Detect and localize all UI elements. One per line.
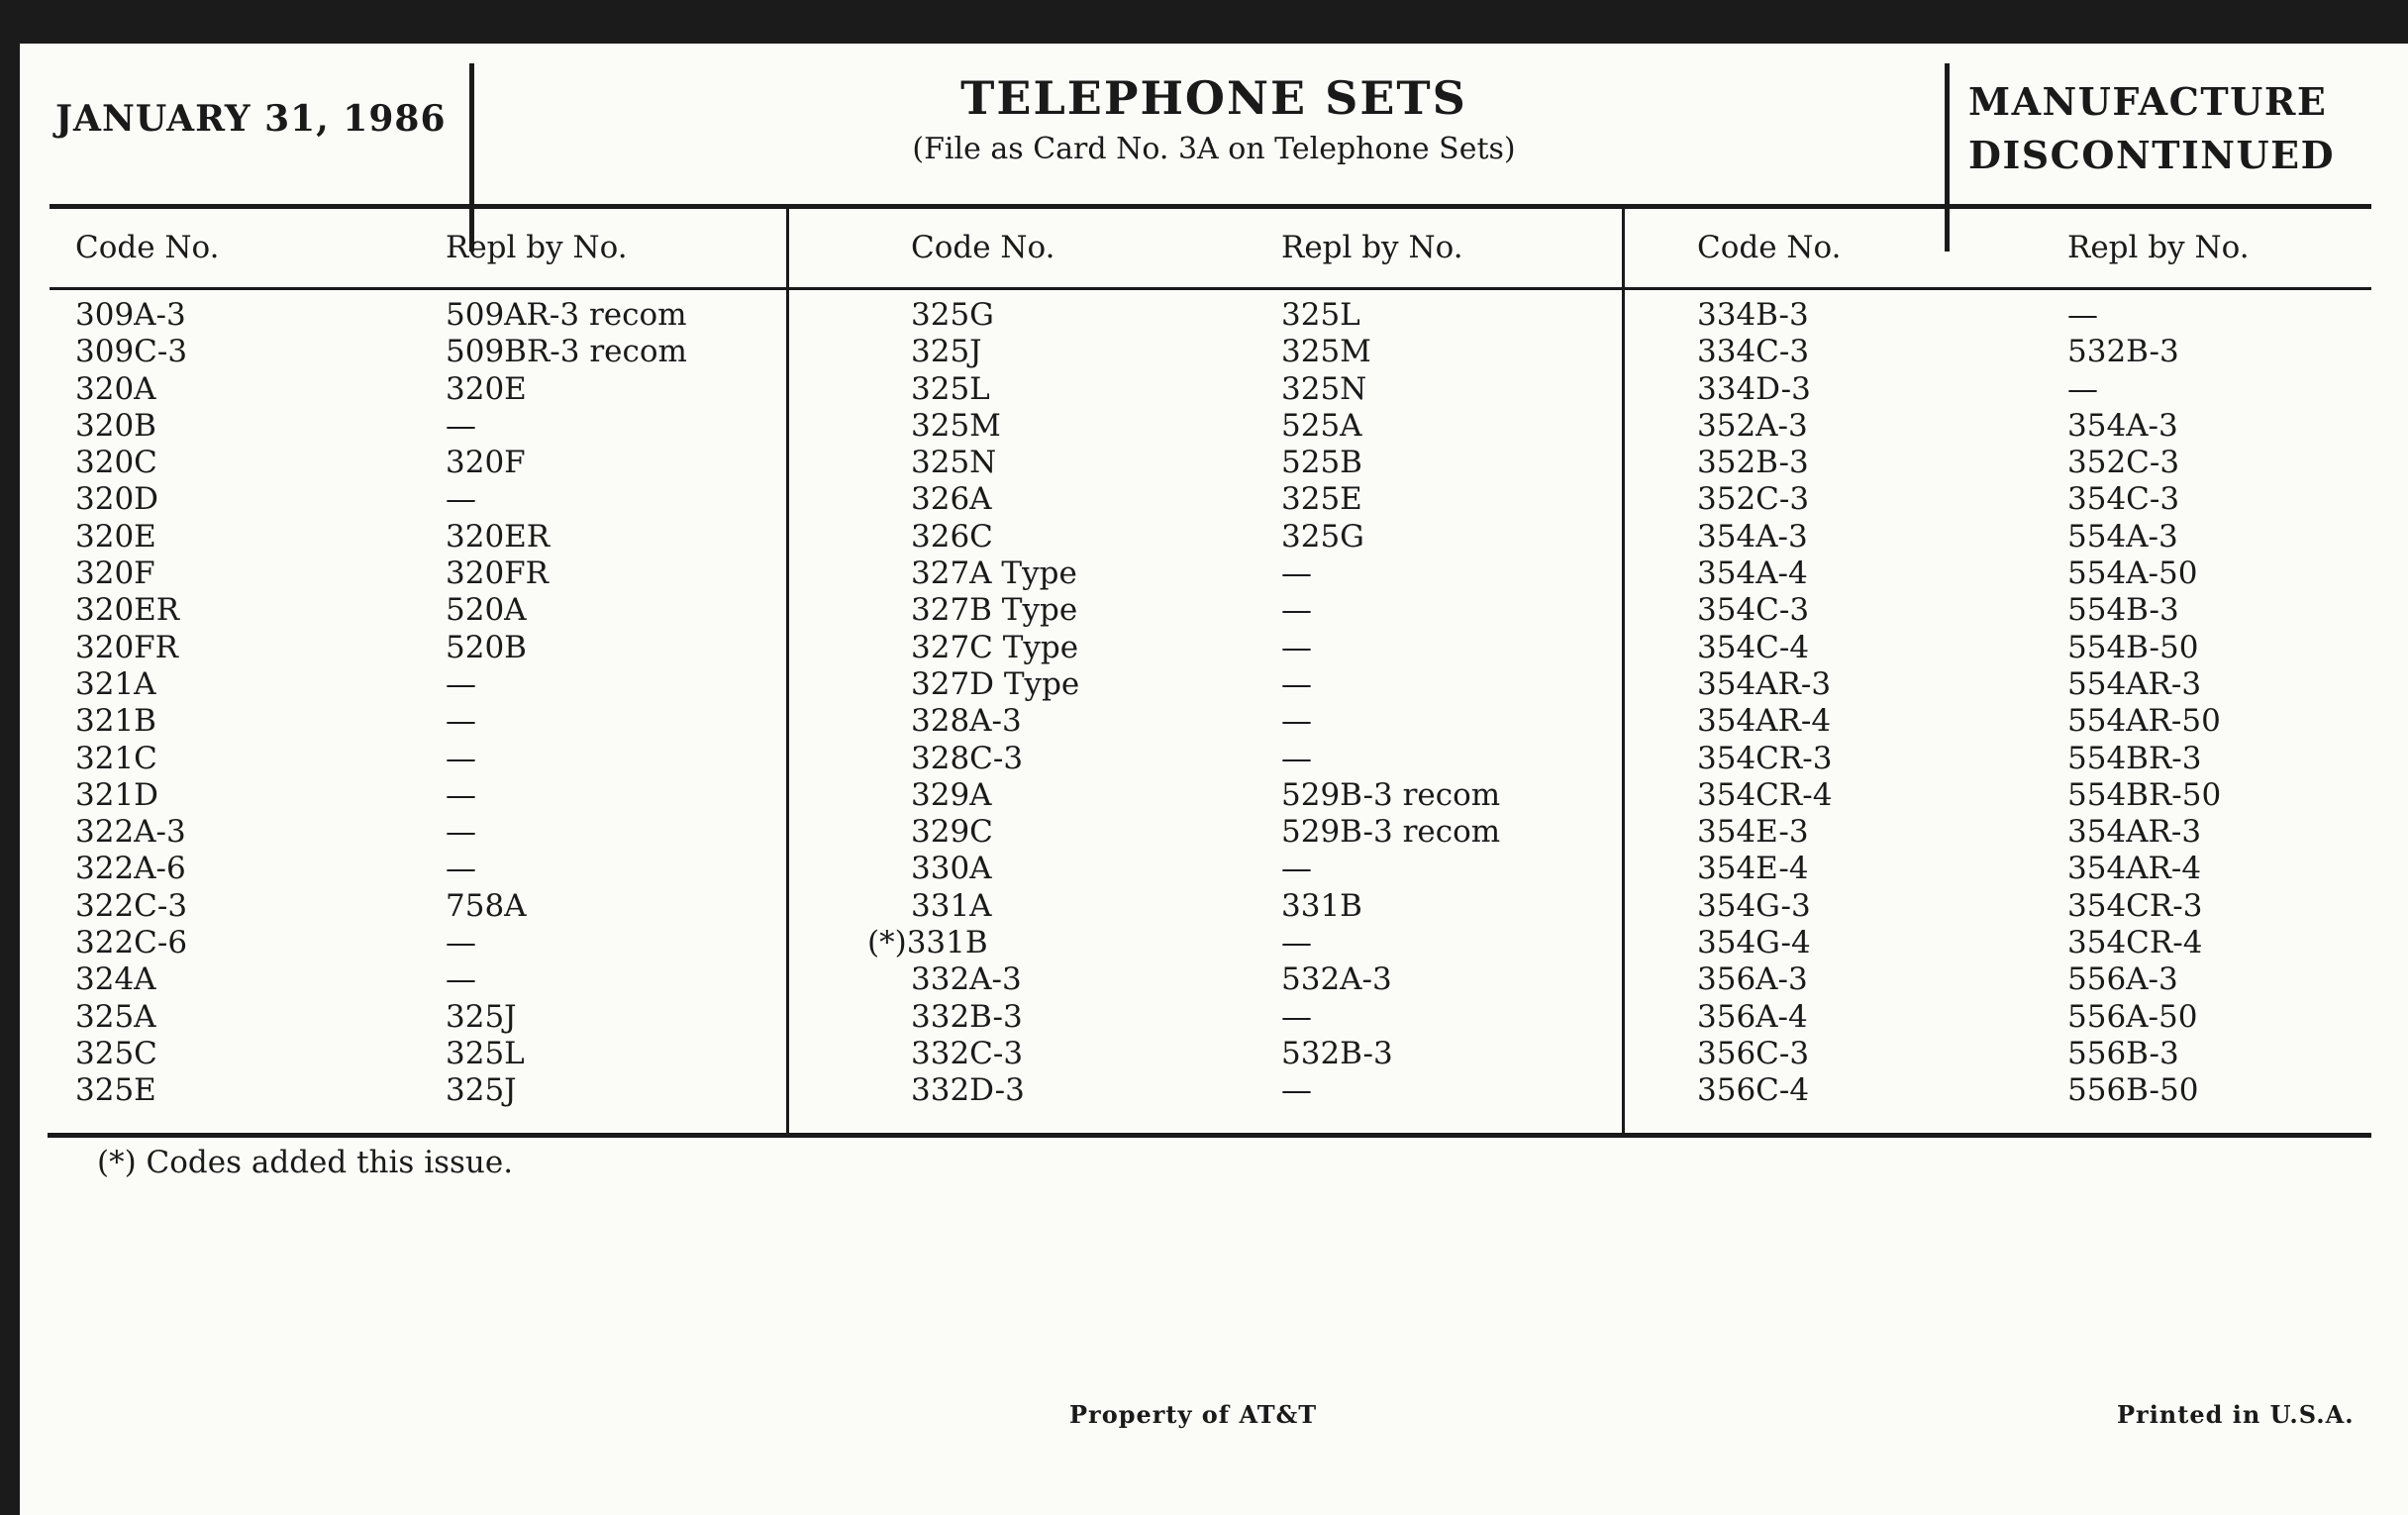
repl-cell: — [446, 925, 476, 961]
repl-cell: 354CR-3 [2067, 887, 2203, 924]
code-cell: 352C-3 [1697, 481, 1810, 518]
code-cell: 354C-4 [1697, 629, 1810, 665]
repl-header-3: Repl by No. [2067, 230, 2250, 265]
code-cell: 329C [911, 814, 993, 851]
repl-cell: — [446, 851, 476, 887]
code-cell: 354A-4 [1697, 556, 1808, 592]
repl-cell: — [446, 665, 476, 702]
code-cell: 329A [911, 776, 992, 813]
repl-cell: 532B-3 [1281, 1035, 1393, 1071]
code-cell: 354A-3 [1697, 518, 1808, 555]
code-cell: 352B-3 [1697, 445, 1809, 481]
repl-cell: 554AR-50 [2067, 703, 2221, 740]
column-header-rule [50, 287, 2371, 290]
code-cell: 352A-3 [1697, 407, 1808, 444]
repl-cell: 520A [446, 592, 527, 629]
code-header-3: Code No. [1697, 230, 1842, 265]
group2-repl-column [1281, 297, 1500, 1110]
code-cell: 354CR-4 [1697, 776, 1833, 813]
code-cell: 328C-3 [911, 740, 1024, 776]
code-cell: 354E-3 [1697, 814, 1809, 851]
repl-cell: 529B-3 recom [1281, 776, 1501, 813]
code-cell: 334D-3 [1697, 370, 1811, 407]
code-cell: 356A-4 [1697, 998, 1808, 1035]
repl-cell: 525A [1281, 407, 1362, 444]
footnote: (*) Codes added this issue. [97, 1145, 514, 1180]
repl-cell: 532B-3 [2067, 334, 2179, 370]
repl-cell: 325N [1281, 370, 1367, 407]
code-cell: 332B-3 [911, 998, 1023, 1035]
status-line-2: DISCONTINUED [1968, 133, 2336, 177]
table-divider-1 [786, 207, 789, 1135]
repl-cell: 325J [446, 998, 517, 1035]
repl-cell: 556B-50 [2067, 1072, 2199, 1109]
code-header-1: Code No. [75, 230, 220, 265]
repl-cell: 509AR-3 recom [446, 297, 687, 333]
group3-code-column [1697, 297, 1832, 1110]
repl-cell: 554A-3 [2067, 518, 2178, 555]
repl-cell: 556A-50 [2067, 998, 2198, 1035]
code-cell: 320ER [75, 592, 180, 629]
code-cell: 354CR-3 [1697, 740, 1833, 776]
repl-cell: — [446, 481, 476, 518]
header-rule [50, 204, 2371, 209]
repl-cell: — [446, 776, 476, 813]
repl-cell: 325E [1281, 481, 1362, 518]
repl-cell: — [2067, 297, 2098, 333]
code-cell: 325L [911, 370, 990, 407]
code-cell: 326C [911, 518, 993, 555]
repl-cell: — [446, 703, 476, 740]
code-cell: 322A-3 [75, 814, 186, 851]
code-cell: 325M [911, 407, 1001, 444]
code-cell: 320FR [75, 629, 179, 665]
repl-cell: 354AR-4 [2067, 851, 2202, 887]
printed-notice: Printed in U.S.A. [2117, 1400, 2355, 1429]
header-divider-right [1945, 63, 1950, 252]
repl-cell: 532A-3 [1281, 961, 1392, 998]
status-line-1: MANUFACTURE [1968, 79, 2328, 124]
repl-cell: — [1281, 629, 1312, 665]
group2-code-column [867, 297, 1080, 1110]
repl-cell: — [446, 740, 476, 776]
table-divider-2 [1622, 207, 1625, 1135]
repl-header-1: Repl by No. [446, 230, 628, 265]
header-center [471, 71, 1956, 166]
code-cell: 325C [75, 1035, 157, 1071]
repl-cell: 325J [446, 1072, 517, 1109]
repl-cell: — [1281, 556, 1312, 592]
repl-cell: — [1281, 740, 1312, 776]
repl-cell: — [446, 814, 476, 851]
repl-cell: 320F [446, 445, 526, 481]
page-subtitle: (File as Card No. 3A on Telephone Sets) [912, 132, 1516, 167]
code-cell: 324A [75, 961, 156, 998]
repl-cell: 320ER [446, 518, 551, 555]
repl-cell: 331B [1281, 887, 1362, 924]
repl-cell: — [446, 407, 476, 444]
code-cell: 332A-3 [911, 961, 1022, 998]
status-block [1968, 75, 2335, 182]
repl-cell: 354A-3 [2067, 407, 2178, 444]
repl-cell: 520B [446, 629, 527, 665]
repl-cell: — [1281, 925, 1312, 961]
code-cell: 321C [75, 740, 157, 776]
code-cell: 356C-3 [1697, 1035, 1810, 1071]
repl-cell: 554AR-3 [2067, 665, 2202, 702]
repl-cell: 354CR-4 [2067, 925, 2203, 961]
code-cell: 331A [911, 887, 992, 924]
code-cell: 321A [75, 665, 156, 702]
repl-cell: — [2067, 370, 2098, 407]
code-cell: 320D [75, 481, 159, 518]
repl-cell: 556A-3 [2067, 961, 2178, 998]
code-cell: 334C-3 [1697, 334, 1810, 370]
repl-cell: — [1281, 665, 1312, 702]
code-cell: 322C-6 [75, 925, 188, 961]
code-cell: 327B Type [911, 592, 1078, 629]
code-cell: 321D [75, 776, 159, 813]
repl-cell: — [446, 961, 476, 998]
code-cell: 321B [75, 703, 156, 740]
page-title: TELEPHONE SETS [960, 71, 1467, 125]
code-cell: 326A [911, 481, 992, 518]
repl-cell: 758A [446, 887, 527, 924]
repl-cell: 554BR-3 [2067, 740, 2202, 776]
code-cell: 354C-3 [1697, 592, 1810, 629]
group1-repl-column [446, 297, 687, 1110]
code-cell: 325A [75, 998, 156, 1035]
repl-cell: — [1281, 1072, 1312, 1109]
repl-cell: 554A-50 [2067, 556, 2198, 592]
code-cell: 322A-6 [75, 851, 186, 887]
repl-cell: 525B [1281, 445, 1362, 481]
code-cell: 354AR-4 [1697, 703, 1832, 740]
code-cell: 332C-3 [911, 1035, 1024, 1071]
repl-cell: 354AR-3 [2067, 814, 2202, 851]
reference-card [20, 44, 2408, 1515]
code-cell: 356C-4 [1697, 1072, 1810, 1109]
repl-cell: 529B-3 recom [1281, 814, 1501, 851]
code-cell: 309C-3 [75, 334, 188, 370]
repl-cell: 509BR-3 recom [446, 334, 687, 370]
code-cell: 334B-3 [1697, 297, 1809, 333]
repl-cell: 554B-3 [2067, 592, 2179, 629]
repl-cell: — [1281, 703, 1312, 740]
repl-cell: 554B-50 [2067, 629, 2199, 665]
code-cell: 325E [75, 1072, 156, 1109]
repl-cell: — [1281, 592, 1312, 629]
table-bottom-rule [48, 1133, 2371, 1138]
repl-cell: 320E [446, 370, 527, 407]
repl-cell: 556B-3 [2067, 1035, 2179, 1071]
repl-cell: 325M [1281, 334, 1371, 370]
code-cell: 309A-3 [75, 297, 186, 333]
code-cell: 320A [75, 370, 156, 407]
code-cell: 325G [911, 297, 994, 333]
code-cell: 320E [75, 518, 156, 555]
repl-cell: — [1281, 998, 1312, 1035]
code-cell: 332D-3 [911, 1072, 1025, 1109]
code-cell: 354E-4 [1697, 851, 1809, 887]
code-cell: 320C [75, 445, 157, 481]
code-cell: 354G-4 [1697, 925, 1811, 961]
issue-date: JANUARY 31, 1986 [55, 98, 447, 140]
repl-cell: — [1281, 851, 1312, 887]
code-cell: 320B [75, 407, 156, 444]
repl-cell: 325G [1281, 518, 1364, 555]
code-cell: 354G-3 [1697, 887, 1811, 924]
code-cell: 354AR-3 [1697, 665, 1832, 702]
repl-cell: 352C-3 [2067, 445, 2180, 481]
code-cell: 330A [911, 851, 992, 887]
code-cell: 328A-3 [911, 703, 1022, 740]
repl-cell: 354C-3 [2067, 481, 2180, 518]
code-cell: 322C-3 [75, 887, 188, 924]
code-cell: 325N [911, 445, 997, 481]
repl-cell: 320FR [446, 556, 550, 592]
code-header-2: Code No. [911, 230, 1055, 265]
code-cell: 320F [75, 556, 155, 592]
property-notice: Property of AT&T [1069, 1400, 1318, 1429]
repl-cell: 325L [1281, 297, 1360, 333]
repl-cell: 325L [446, 1035, 525, 1071]
group3-repl-column [2067, 297, 2221, 1110]
code-cell: 327D Type [911, 665, 1080, 702]
code-cell: (*)331B [867, 925, 988, 961]
code-cell: 327C Type [911, 629, 1079, 665]
code-cell: 356A-3 [1697, 961, 1808, 998]
code-cell: 325J [911, 334, 982, 370]
repl-header-2: Repl by No. [1281, 230, 1463, 265]
group1-code-column [75, 297, 187, 1110]
repl-cell: 554BR-50 [2067, 776, 2222, 813]
code-cell: 327A Type [911, 556, 1077, 592]
